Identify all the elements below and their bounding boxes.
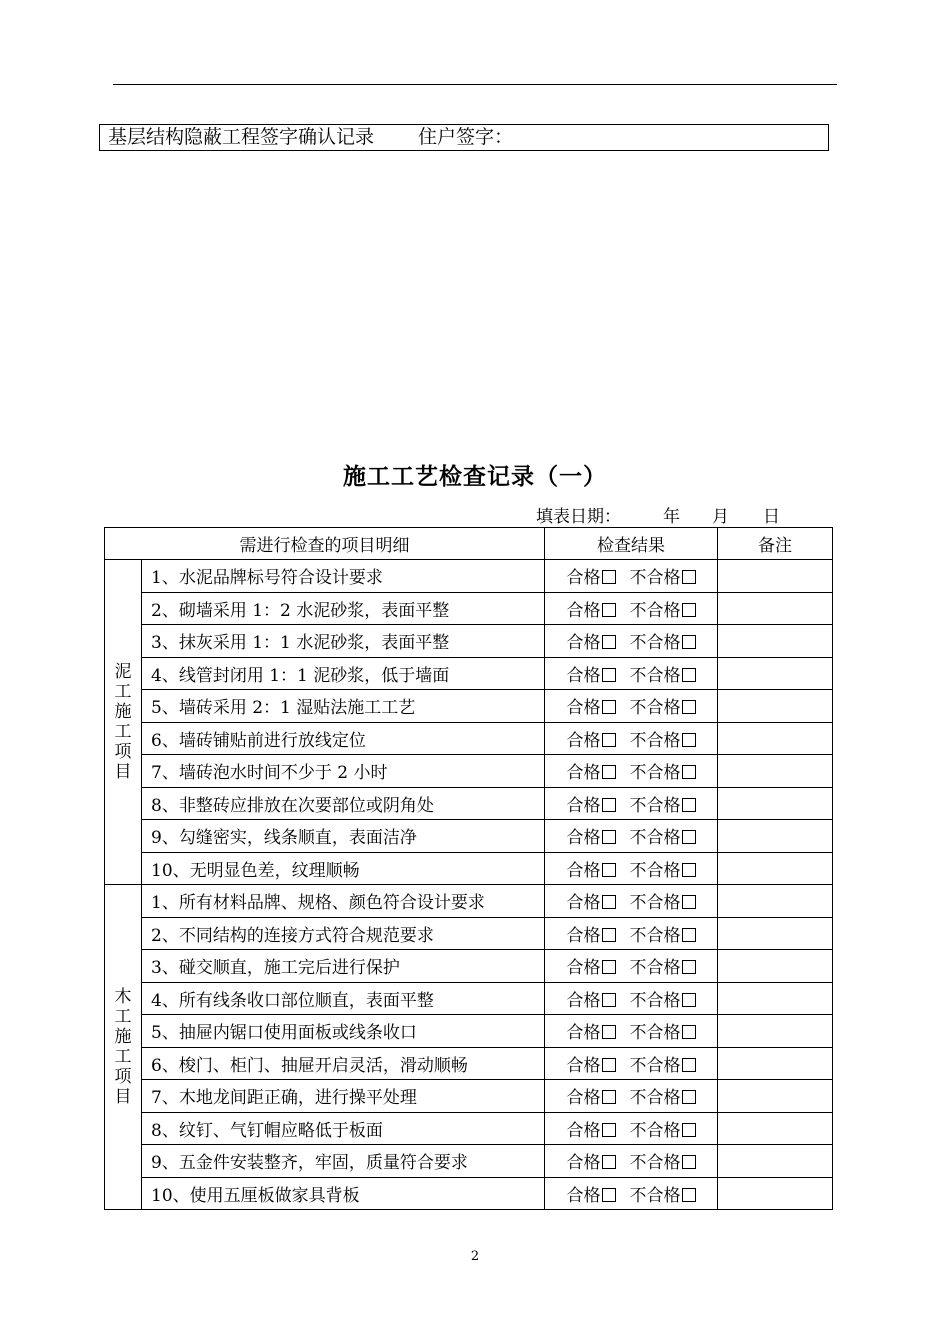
- pass-label: 合格: [566, 1185, 601, 1206]
- page-title: 施工工艺检查记录（一）: [343, 463, 607, 490]
- fail-label: 不合格: [629, 600, 681, 621]
- remarks-cell[interactable]: [718, 722, 833, 755]
- result-cell: [545, 820, 718, 853]
- item-description: 3、碰交顺直，施工完后进行保护: [142, 950, 545, 983]
- table-row: [105, 592, 833, 625]
- fail-checkbox[interactable]: [682, 993, 696, 1007]
- pass-checkbox[interactable]: [602, 928, 616, 942]
- pass-label: 合格: [566, 893, 601, 914]
- pass-label: 合格: [566, 665, 601, 686]
- inspection-table: [104, 527, 833, 1210]
- table-header-row: [105, 528, 833, 560]
- fail-label: 不合格: [629, 665, 681, 686]
- fail-checkbox[interactable]: [682, 895, 696, 909]
- pass-label: 合格: [566, 1055, 601, 1076]
- result-cell: [545, 1145, 718, 1178]
- pass-checkbox[interactable]: [602, 1090, 616, 1104]
- header-items: 需进行检查的项目明细: [105, 528, 545, 560]
- fail-checkbox[interactable]: [682, 1123, 696, 1137]
- result-cell: [545, 950, 718, 983]
- result-cell: [545, 722, 718, 755]
- item-description: 3、抹灰采用 1：1 水泥砂浆，表面平整: [142, 625, 545, 658]
- remarks-cell[interactable]: [718, 917, 833, 950]
- table-row: [105, 625, 833, 658]
- fail-checkbox[interactable]: [682, 1090, 696, 1104]
- remarks-cell[interactable]: [718, 1080, 833, 1113]
- pass-checkbox[interactable]: [602, 895, 616, 909]
- pass-label: 合格: [566, 730, 601, 751]
- remarks-cell[interactable]: [718, 1145, 833, 1178]
- fail-checkbox[interactable]: [682, 570, 696, 584]
- remarks-cell[interactable]: [718, 852, 833, 885]
- pass-label: 合格: [566, 1153, 601, 1174]
- fail-checkbox[interactable]: [682, 1025, 696, 1039]
- pass-checkbox[interactable]: [602, 1025, 616, 1039]
- table-row: [105, 787, 833, 820]
- record-label: 基层结构隐蔽工程签字确认记录: [108, 126, 375, 148]
- pass-checkbox[interactable]: [602, 1188, 616, 1202]
- fail-label: 不合格: [629, 763, 681, 784]
- item-description: 4、所有线条收口部位顺直，表面平整: [142, 982, 545, 1015]
- pass-label: 合格: [566, 860, 601, 881]
- pass-label: 合格: [566, 698, 601, 719]
- result-cell: [545, 982, 718, 1015]
- fail-checkbox[interactable]: [682, 1188, 696, 1202]
- item-description: 2、不同结构的连接方式符合规范要求: [142, 917, 545, 950]
- fail-checkbox[interactable]: [682, 1155, 696, 1169]
- remarks-cell[interactable]: [718, 820, 833, 853]
- result-cell: [545, 625, 718, 658]
- group-name: 木工施工项目: [114, 987, 132, 1107]
- remarks-cell[interactable]: [718, 1177, 833, 1210]
- fill-date-day: 日: [763, 507, 780, 527]
- table-row: [105, 852, 833, 885]
- pass-checkbox[interactable]: [602, 798, 616, 812]
- fail-label: 不合格: [629, 925, 681, 946]
- fail-label: 不合格: [629, 1088, 681, 1109]
- pass-checkbox[interactable]: [602, 635, 616, 649]
- fail-label: 不合格: [629, 730, 681, 751]
- table-row: [105, 1047, 833, 1080]
- pass-label: 合格: [566, 633, 601, 654]
- remarks-cell[interactable]: [718, 1047, 833, 1080]
- remarks-cell[interactable]: [718, 982, 833, 1015]
- result-cell: [545, 690, 718, 723]
- pass-checkbox[interactable]: [602, 1123, 616, 1137]
- pass-label: 合格: [566, 568, 601, 589]
- header-result: 检查结果: [545, 528, 718, 560]
- table-row: [105, 1112, 833, 1145]
- item-description: 8、非整砖应排放在次要部位或阴角处: [142, 787, 545, 820]
- result-cell: [545, 560, 718, 593]
- result-cell: [545, 917, 718, 950]
- fail-label: 不合格: [629, 795, 681, 816]
- pass-checkbox[interactable]: [602, 603, 616, 617]
- item-description: 5、抽屉内锯口使用面板或线条收口: [142, 1015, 545, 1048]
- signature-box: [99, 124, 829, 151]
- remarks-cell[interactable]: [718, 657, 833, 690]
- result-cell: [545, 1112, 718, 1145]
- fail-label: 不合格: [629, 860, 681, 881]
- remarks-cell[interactable]: [718, 560, 833, 593]
- fail-checkbox[interactable]: [682, 668, 696, 682]
- item-description: 9、五金件安装整齐，牢固，质量符合要求: [142, 1145, 545, 1178]
- fail-label: 不合格: [629, 1153, 681, 1174]
- pass-checkbox[interactable]: [602, 733, 616, 747]
- fail-label: 不合格: [629, 828, 681, 849]
- table-row: [105, 917, 833, 950]
- header-remarks: 备注: [718, 528, 833, 560]
- item-description: 10、使用五厘板做家具背板: [142, 1177, 545, 1210]
- fail-checkbox[interactable]: [682, 733, 696, 747]
- owner-signature-label: 住户签字：: [418, 126, 514, 148]
- result-cell: [545, 852, 718, 885]
- pass-checkbox[interactable]: [602, 1058, 616, 1072]
- pass-label: 合格: [566, 763, 601, 784]
- remarks-cell[interactable]: [718, 885, 833, 918]
- fail-label: 不合格: [629, 1120, 681, 1141]
- pass-label: 合格: [566, 958, 601, 979]
- remarks-cell[interactable]: [718, 625, 833, 658]
- item-description: 6、梭门、柜门、抽屉开启灵活，滑动顺畅: [142, 1047, 545, 1080]
- pass-label: 合格: [566, 828, 601, 849]
- pass-label: 合格: [566, 1088, 601, 1109]
- fill-date-label: 填表日期：: [536, 507, 621, 527]
- item-description: 9、勾缝密实，线条顺直，表面洁净: [142, 820, 545, 853]
- item-description: 8、纹钉、气钉帽应略低于板面: [142, 1112, 545, 1145]
- pass-checkbox[interactable]: [602, 765, 616, 779]
- remarks-cell[interactable]: [718, 950, 833, 983]
- pass-label: 合格: [566, 990, 601, 1011]
- item-description: 7、墙砖泡水时间不少于 2 小时: [142, 755, 545, 788]
- result-cell: [545, 592, 718, 625]
- fail-checkbox[interactable]: [682, 863, 696, 877]
- remarks-cell[interactable]: [718, 755, 833, 788]
- table-row: [105, 1177, 833, 1210]
- table-row: [105, 1145, 833, 1178]
- pass-label: 合格: [566, 925, 601, 946]
- fail-checkbox[interactable]: [682, 635, 696, 649]
- fail-label: 不合格: [629, 990, 681, 1011]
- fail-checkbox[interactable]: [682, 700, 696, 714]
- item-description: 4、线管封闭用 1：1 泥砂浆，低于墙面: [142, 657, 545, 690]
- remarks-cell[interactable]: [718, 1112, 833, 1145]
- result-cell: [545, 1177, 718, 1210]
- pass-label: 合格: [566, 1023, 601, 1044]
- fail-label: 不合格: [629, 1023, 681, 1044]
- fail-label: 不合格: [629, 1055, 681, 1076]
- fail-checkbox[interactable]: [682, 603, 696, 617]
- table-row: [105, 1015, 833, 1048]
- remarks-cell[interactable]: [718, 1015, 833, 1048]
- item-description: 6、墙砖铺贴前进行放线定位: [142, 722, 545, 755]
- pass-checkbox[interactable]: [602, 863, 616, 877]
- remarks-cell[interactable]: [718, 592, 833, 625]
- item-description: 2、砌墙采用 1：2 水泥砂浆，表面平整: [142, 592, 545, 625]
- fill-date-month: 月: [712, 507, 729, 527]
- result-cell: [545, 1080, 718, 1113]
- item-description: 10、无明显色差，纹理顺畅: [142, 852, 545, 885]
- table-row: [105, 657, 833, 690]
- pass-checkbox[interactable]: [602, 960, 616, 974]
- fail-label: 不合格: [629, 698, 681, 719]
- pass-checkbox[interactable]: [602, 700, 616, 714]
- fail-checkbox[interactable]: [682, 960, 696, 974]
- fail-checkbox[interactable]: [682, 928, 696, 942]
- fail-label: 不合格: [629, 568, 681, 589]
- header-rule: [113, 84, 837, 85]
- table-row: [105, 560, 833, 593]
- fill-date: [536, 502, 780, 527]
- item-description: 5、墙砖采用 2：1 湿贴法施工工艺: [142, 690, 545, 723]
- remarks-cell[interactable]: [718, 690, 833, 723]
- item-description: 7、木地龙间距正确，进行操平处理: [142, 1080, 545, 1113]
- group-label: [105, 560, 142, 885]
- result-cell: [545, 1047, 718, 1080]
- result-cell: [545, 885, 718, 918]
- fail-checkbox[interactable]: [682, 830, 696, 844]
- result-cell: [545, 755, 718, 788]
- table-row: [105, 982, 833, 1015]
- result-cell: [545, 787, 718, 820]
- pass-label: 合格: [566, 600, 601, 621]
- pass-checkbox[interactable]: [602, 830, 616, 844]
- fail-checkbox[interactable]: [682, 1058, 696, 1072]
- fail-label: 不合格: [629, 1185, 681, 1206]
- table-row: [105, 885, 833, 918]
- page-number: 2: [470, 1249, 480, 1264]
- fail-label: 不合格: [629, 958, 681, 979]
- item-description: 1、所有材料品牌、规格、颜色符合设计要求: [142, 885, 545, 918]
- pass-checkbox[interactable]: [602, 668, 616, 682]
- pass-checkbox[interactable]: [602, 1155, 616, 1169]
- table-row: [105, 722, 833, 755]
- table-row: [105, 820, 833, 853]
- table-row: [105, 755, 833, 788]
- fail-label: 不合格: [629, 633, 681, 654]
- table-row: [105, 690, 833, 723]
- group-name: 泥工施工项目: [114, 662, 132, 782]
- pass-checkbox[interactable]: [602, 993, 616, 1007]
- pass-label: 合格: [566, 1120, 601, 1141]
- table-row: [105, 1080, 833, 1113]
- result-cell: [545, 1015, 718, 1048]
- remarks-cell[interactable]: [718, 787, 833, 820]
- table-row: [105, 950, 833, 983]
- group-label: [105, 885, 142, 1210]
- fail-checkbox[interactable]: [682, 798, 696, 812]
- pass-checkbox[interactable]: [602, 570, 616, 584]
- pass-label: 合格: [566, 795, 601, 816]
- fail-label: 不合格: [629, 893, 681, 914]
- result-cell: [545, 657, 718, 690]
- fill-date-year: 年: [663, 507, 680, 527]
- fail-checkbox[interactable]: [682, 765, 696, 779]
- item-description: 1、水泥品牌标号符合设计要求: [142, 560, 545, 593]
